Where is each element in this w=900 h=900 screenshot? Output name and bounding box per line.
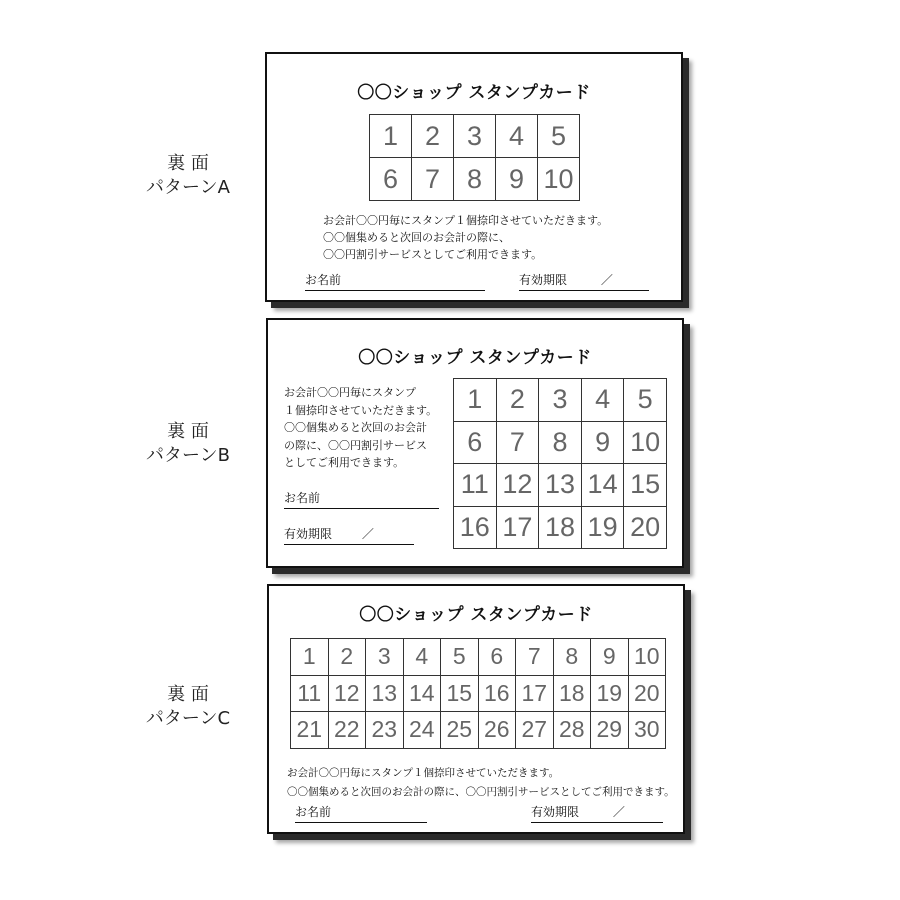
expiry-field [284, 526, 414, 545]
note-line: お会計〇〇円毎にスタンプ１個捺印させていただきます。 [323, 214, 609, 227]
stamp-cell: 6 [454, 422, 497, 465]
pattern-a-label [128, 152, 248, 200]
stamp-card-a [265, 52, 683, 302]
back-side-text: 裏 面 [167, 684, 209, 705]
note-line: お会計〇〇円毎にスタンプ [284, 386, 416, 399]
stamp-cell: 10 [538, 158, 580, 201]
stamp-cell: 15 [441, 676, 479, 713]
stamp-cell: 30 [629, 712, 667, 749]
card-notes [323, 212, 608, 263]
date-slash: ／ [600, 273, 613, 287]
card-title: 〇〇ショップ スタンプカード [359, 605, 593, 625]
stamp-grid [290, 638, 666, 749]
expiry-label: 有効期限 [531, 805, 580, 819]
date-slash: ／ [612, 805, 625, 819]
stamp-cell: 4 [582, 379, 625, 422]
stamp-cell: 19 [582, 507, 625, 550]
stamp-cell: 20 [624, 507, 667, 550]
stamp-cell: 22 [329, 712, 367, 749]
stamp-cell: 3 [366, 639, 404, 676]
pattern-name: パターンB [146, 445, 230, 466]
back-side-text: 裏 面 [167, 421, 209, 442]
stamp-cell: 19 [591, 676, 629, 713]
stamp-cell: 1 [370, 115, 412, 158]
stamp-grid [453, 378, 667, 549]
stamp-cell: 2 [329, 639, 367, 676]
stamp-cell: 1 [454, 379, 497, 422]
stamp-cell: 17 [516, 676, 554, 713]
stamp-cell: 8 [554, 639, 592, 676]
note-line: 〇〇個集めると次回のお会計 [284, 421, 427, 434]
back-side-text: 裏 面 [167, 153, 209, 174]
stamp-cell: 25 [441, 712, 479, 749]
stamp-cell: 3 [539, 379, 582, 422]
note-line: の際に、〇〇円割引サービス [284, 438, 427, 452]
stamp-cell: 29 [591, 712, 629, 749]
expiry-label: 有効期限 [284, 527, 333, 541]
expiry-field [531, 804, 663, 823]
stamp-cell: 20 [629, 676, 667, 713]
stamp-cell: 15 [624, 464, 667, 507]
stamp-cell: 28 [554, 712, 592, 749]
stamp-cell: 9 [591, 639, 629, 676]
stamp-cell: 10 [624, 422, 667, 465]
card-title: 〇〇ショップ スタンプカード [357, 83, 591, 103]
stamp-cell: 7 [412, 158, 454, 201]
stamp-cell: 5 [441, 639, 479, 676]
stamp-cell: 21 [291, 712, 329, 749]
stamp-cell: 4 [496, 115, 538, 158]
stamp-cell: 5 [538, 115, 580, 158]
date-slash: ／ [361, 527, 374, 541]
note-line: 〇〇個集めると次回のお会計の際に、〇〇円割引サービスとしてご利用できます。 [287, 786, 675, 798]
name-field: お名前 [295, 804, 427, 823]
stamp-cell: 17 [497, 507, 540, 550]
stamp-cell: 8 [539, 422, 582, 465]
stamp-cell: 26 [479, 712, 517, 749]
stamp-cell: 12 [497, 464, 540, 507]
stamp-cell: 9 [496, 158, 538, 201]
expiry-field [519, 272, 649, 291]
note-line: お会計〇〇円毎にスタンプ１個捺印させていただきます。 [287, 767, 560, 779]
stamp-cell: 3 [454, 115, 496, 158]
stamp-cell: 13 [539, 464, 582, 507]
card-notes [284, 384, 437, 472]
stamp-cell: 23 [366, 712, 404, 749]
stamp-cell: 11 [291, 676, 329, 713]
stamp-cell: 2 [497, 379, 540, 422]
stamp-cell: 14 [582, 464, 625, 507]
stamp-cell: 5 [624, 379, 667, 422]
stamp-card-c [267, 584, 685, 834]
stamp-cell: 6 [479, 639, 517, 676]
card-notes [287, 764, 675, 802]
stamp-cell: 18 [539, 507, 582, 550]
stamp-cell: 6 [370, 158, 412, 201]
stamp-cell: 7 [516, 639, 554, 676]
note-line: 〇〇個集めると次回のお会計の際に、 [323, 231, 510, 244]
note-line: 〇〇円割引サービスとしてご利用できます。 [323, 248, 543, 261]
stamp-card-b [266, 318, 684, 568]
stamp-cell: 16 [479, 676, 517, 713]
stamp-cell: 18 [554, 676, 592, 713]
stamp-cell: 9 [582, 422, 625, 465]
stamp-cell: 13 [366, 676, 404, 713]
stamp-cell: 2 [412, 115, 454, 158]
pattern-c-label [128, 683, 248, 731]
pattern-name: パターンA [146, 177, 230, 198]
stamp-cell: 7 [497, 422, 540, 465]
stamp-cell: 1 [291, 639, 329, 676]
stamp-cell: 11 [454, 464, 497, 507]
stamp-cell: 27 [516, 712, 554, 749]
pattern-name: パターンC [145, 708, 231, 729]
stamp-cell: 4 [404, 639, 442, 676]
card-title: 〇〇ショップ スタンプカード [358, 348, 592, 368]
pattern-b-label [128, 420, 248, 468]
name-field: お名前 [284, 490, 439, 509]
stamp-cell: 12 [329, 676, 367, 713]
expiry-label: 有効期限 [519, 273, 568, 287]
note-line: １個捺印させていただきます。 [284, 403, 438, 417]
note-line: としてご利用できます。 [284, 456, 405, 469]
stamp-cell: 14 [404, 676, 442, 713]
stamp-cell: 24 [404, 712, 442, 749]
name-field: お名前 [305, 272, 485, 291]
stamp-cell: 16 [454, 507, 497, 550]
stamp-cell: 10 [629, 639, 667, 676]
stamp-cell: 8 [454, 158, 496, 201]
stamp-grid [369, 114, 580, 201]
